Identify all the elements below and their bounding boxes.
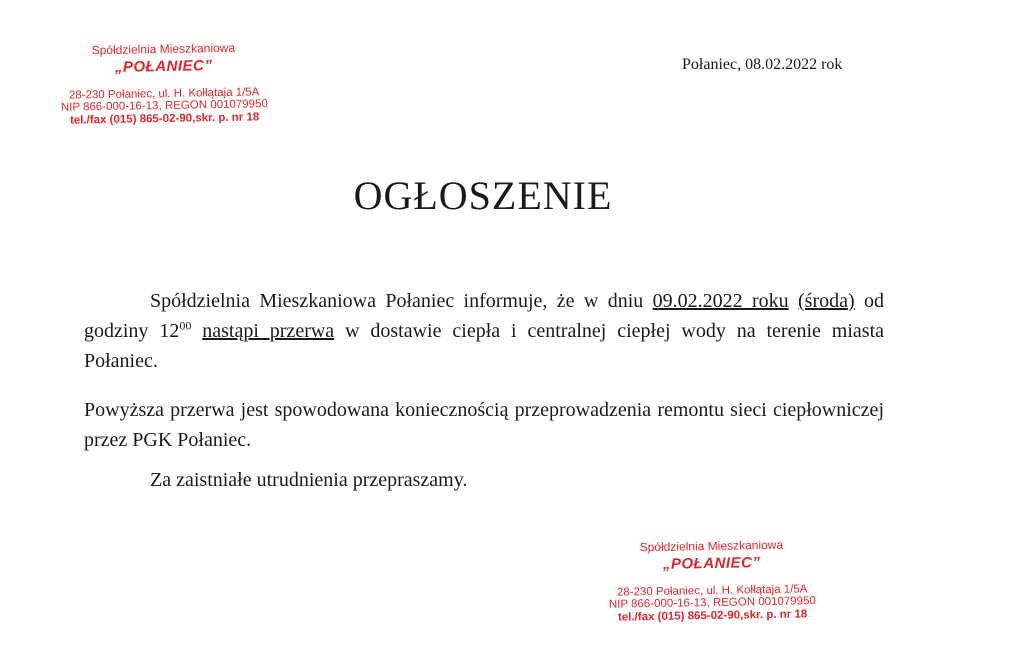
company-stamp-bottom bbox=[593, 538, 830, 625]
stamp-tel: tel./fax (015) 865-02-90,skr. p. nr 18 bbox=[69, 111, 260, 127]
interruption-date: 09.02.2022 roku bbox=[652, 290, 789, 312]
para1-rest: w dostawie ciepła i centralnej ciepłej wody na terenie miasta Połaniec. bbox=[84, 320, 884, 372]
interruption-notice: nastąpi przerwa bbox=[202, 320, 335, 342]
stamp-nip-regon: NIP 866-000-16-13, REGON 001079950 bbox=[608, 595, 816, 612]
para1-from-text: od godziny 12 bbox=[84, 290, 884, 342]
stamp-name: „POŁANIEC” bbox=[662, 554, 761, 574]
stamp-address: 28-230 Połaniec, ul. H. Kołłątaja 1/5A bbox=[616, 583, 808, 599]
stamp-org: Spółdzielnia Mieszkaniowa bbox=[639, 537, 784, 555]
page-title: OGŁOSZENIE bbox=[353, 173, 613, 218]
interruption-day: (środa) bbox=[798, 290, 855, 312]
stamp-name: „POŁANIEC” bbox=[114, 57, 213, 77]
company-stamp-top bbox=[43, 41, 284, 128]
announcement-paragraph-1 bbox=[84, 286, 884, 376]
announcement-paragraph-2: Powyższa przerwa jest spowodowana koniecznością przeprowadzenia remontu sieci ciepłowniczej przez PGK Połaniec. bbox=[84, 399, 884, 451]
stamp-org: Spółdzielnia Mieszkaniowa bbox=[91, 40, 236, 58]
apology-paragraph: Za zaistniałe utrudnienia przepraszamy. bbox=[150, 469, 468, 491]
hour-superscript: 00 bbox=[179, 318, 192, 333]
stamp-address: 28-230 Połaniec, ul. H. Kołłątaja 1/5A bbox=[68, 86, 260, 102]
date-line: Połaniec, 08.02.2022 rok bbox=[682, 56, 843, 73]
stamp-tel: tel./fax (015) 865-02-90,skr. p. nr 18 bbox=[617, 608, 808, 624]
para1-intro: Spółdzielnia Mieszkaniowa Połaniec informuje, że w dniu bbox=[150, 290, 653, 312]
stamp-nip-regon: NIP 866-000-16-13, REGON 001079950 bbox=[60, 98, 268, 115]
